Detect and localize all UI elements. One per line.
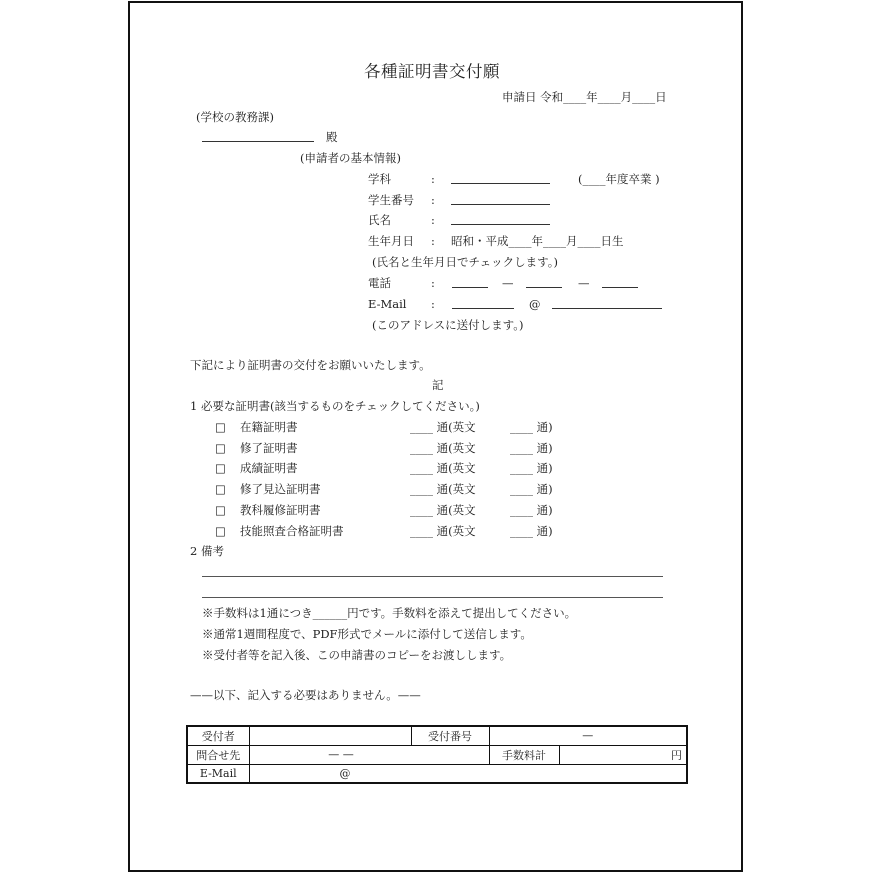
email-label: E-Mail (368, 297, 407, 311)
phone-dash: — (578, 276, 590, 290)
below-line-notice: ——以下、記入する必要はありません。—— (190, 688, 421, 702)
copies-en: ____ 通) (510, 503, 553, 517)
copies-jp: ____ 通(英文 (410, 482, 476, 496)
email-at: @ (529, 297, 541, 311)
copies-en: ____ 通) (510, 441, 553, 455)
form-title: 各種証明書交付願 (364, 62, 500, 81)
colon: : (431, 172, 435, 186)
grad-year: (____年度卒業 ) (578, 172, 660, 186)
ki-label: 記 (432, 378, 444, 392)
cert-name: 修了証明書 (240, 441, 298, 455)
phone-field-1[interactable] (452, 276, 488, 291)
name-field[interactable] (451, 213, 550, 228)
contact-label: 問合せ先 (187, 745, 249, 764)
section1-title: 1 必要な証明書(該当するものをチェックしてください。) (190, 399, 480, 413)
fee-total-field[interactable]: 円 (559, 745, 687, 764)
colon: : (431, 297, 435, 311)
colon: : (431, 276, 435, 290)
phone-label: 電話 (368, 276, 391, 290)
phone-field-2[interactable] (526, 276, 562, 291)
email-note: (このアドレスに送付します。) (372, 318, 524, 332)
phone-dash: — (502, 276, 514, 290)
checkbox[interactable]: □ (215, 461, 226, 475)
addressee: (学校の教務課) (196, 110, 274, 124)
email-user-field[interactable] (452, 297, 514, 312)
dept-field[interactable] (451, 172, 550, 187)
copies-en: ____ 通) (510, 524, 553, 538)
cert-name: 成績証明書 (240, 461, 298, 475)
student-no-field[interactable] (451, 193, 550, 208)
email-field[interactable]: @ (249, 764, 687, 783)
colon: : (431, 213, 435, 227)
cert-name: 在籍証明書 (240, 420, 298, 434)
copies-jp: ____ 通(英文 (410, 420, 476, 434)
copies-en: ____ 通) (510, 461, 553, 475)
receiver-label: 受付者 (187, 726, 249, 745)
section2-title: 2 備考 (190, 544, 224, 558)
check-note: (氏名と生年月日でチェックします。) (372, 255, 558, 269)
colon: : (431, 193, 435, 207)
name-label: 氏名 (368, 213, 391, 227)
birth-label: 生年月日 (368, 234, 414, 248)
receiver-field[interactable] (249, 726, 411, 745)
birth-value: 昭和・平成____年____月____日生 (451, 234, 624, 248)
request-text: 下記により証明書の交付をお願いいたします。 (190, 358, 431, 372)
phone-field-3[interactable] (602, 276, 638, 291)
remarks-line-2[interactable] (202, 597, 663, 598)
receipt-no-label: 受付番号 (411, 726, 489, 745)
contact-field[interactable]: — — (249, 745, 489, 764)
checkbox[interactable]: □ (215, 482, 226, 496)
note-copy: ※受付者等を記入後、この申請書のコピーをお渡しします。 (202, 648, 512, 662)
cert-name: 技能照査合格証明書 (240, 524, 344, 538)
office-use-table (186, 725, 688, 784)
cert-name: 教科履修証明書 (240, 503, 321, 517)
remarks-line-1[interactable] (202, 576, 663, 577)
note-fee: ※手数料は1通につき______円です。手数料を添えて提出してください。 (202, 606, 577, 620)
fee-total-label: 手数料計 (489, 745, 559, 764)
checkbox[interactable]: □ (215, 420, 226, 434)
addressee-line[interactable] (202, 130, 314, 145)
dono-label: 殿 (326, 130, 338, 144)
basic-info-heading: (申請者の基本情報) (300, 151, 401, 165)
email-label: E-Mail (187, 764, 249, 783)
copies-jp: ____ 通(英文 (410, 524, 476, 538)
copies-en: ____ 通) (510, 420, 553, 434)
copies-jp: ____ 通(英文 (410, 461, 476, 475)
checkbox[interactable]: □ (215, 524, 226, 538)
application-date: 申請日 令和____年____月____日 (502, 90, 667, 104)
copies-jp: ____ 通(英文 (410, 503, 476, 517)
cert-name: 修了見込証明書 (240, 482, 321, 496)
email-domain-field[interactable] (552, 297, 662, 312)
dept-label: 学科 (368, 172, 391, 186)
copies-en: ____ 通) (510, 482, 553, 496)
student-no-label: 学生番号 (368, 193, 414, 207)
checkbox[interactable]: □ (215, 503, 226, 517)
colon: : (431, 234, 435, 248)
checkbox[interactable]: □ (215, 441, 226, 455)
note-delivery: ※通常1週間程度で、PDF形式でメールに添付して送信します。 (202, 627, 532, 641)
receipt-no-field[interactable]: — (489, 726, 687, 745)
copies-jp: ____ 通(英文 (410, 441, 476, 455)
